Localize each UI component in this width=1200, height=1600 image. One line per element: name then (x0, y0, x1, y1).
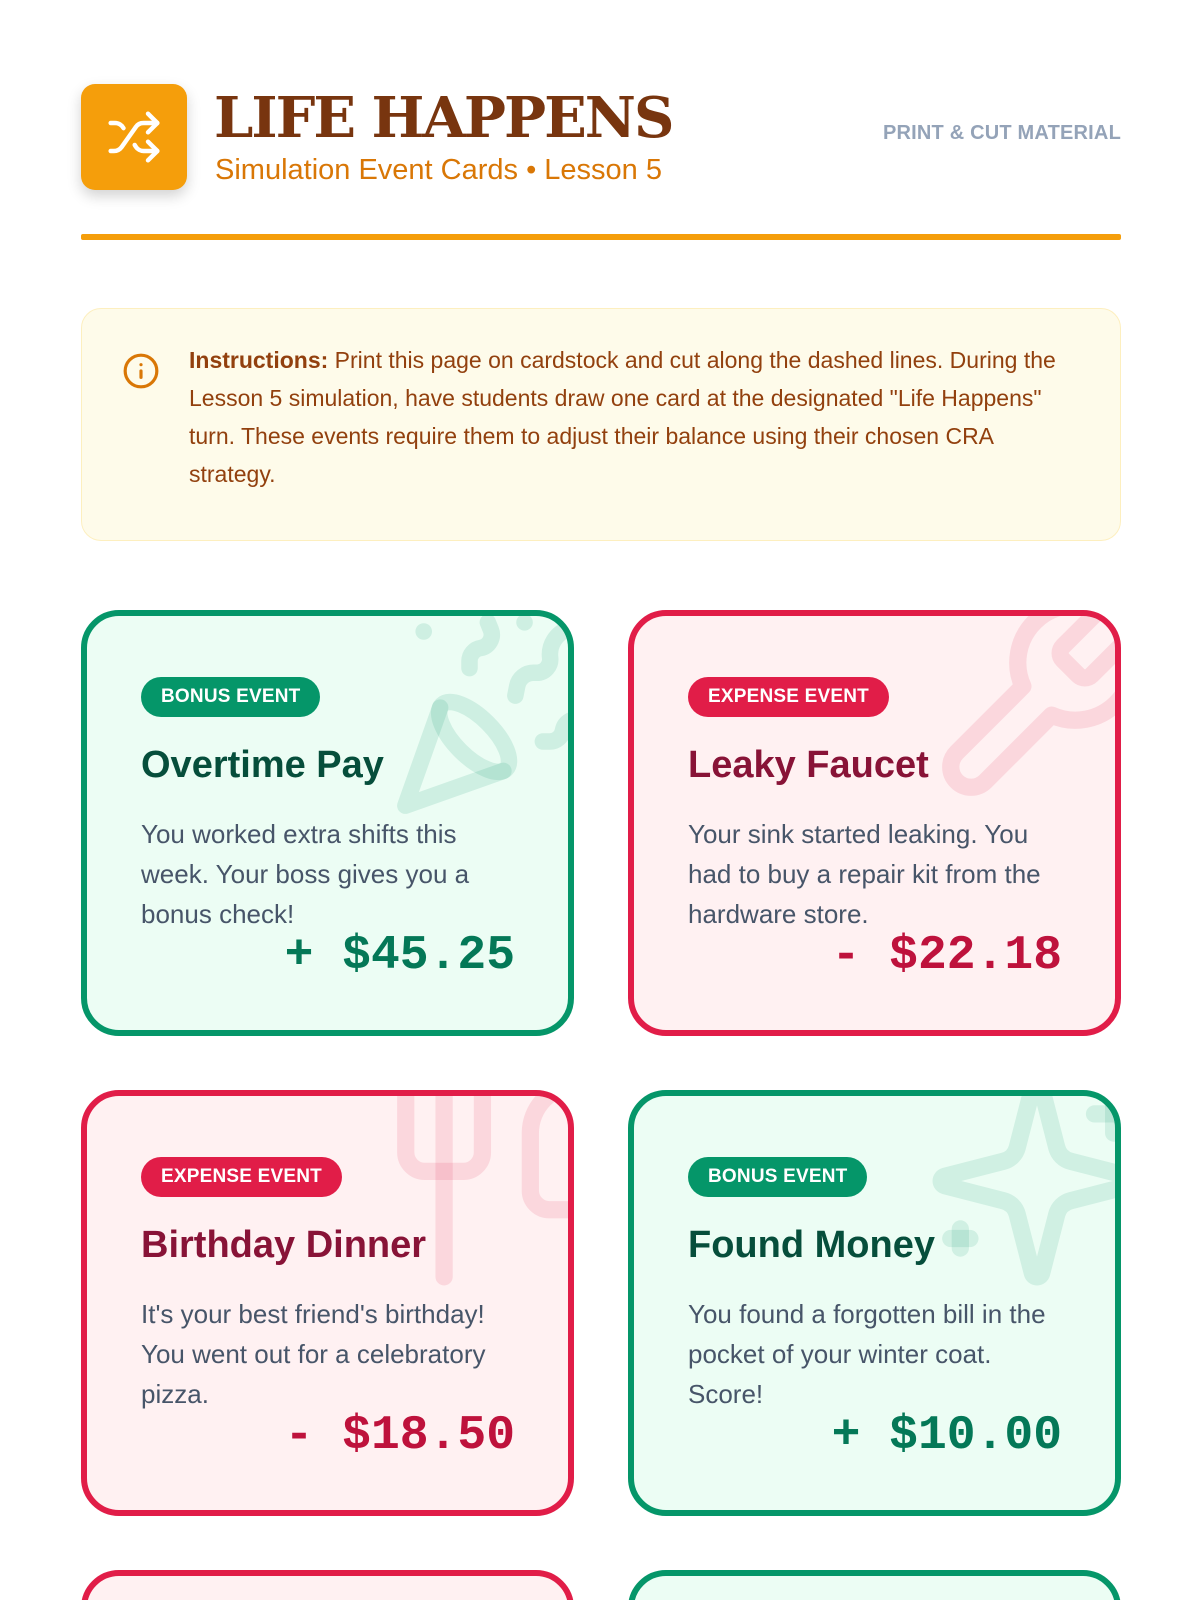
sparkles-icon (922, 1090, 1121, 1296)
event-card-overtime-pay (81, 610, 574, 1036)
event-card-found-money (628, 1090, 1121, 1516)
event-card-partial-left (81, 1570, 574, 1600)
card-amount: + $10.00 (831, 1409, 1062, 1463)
card-description: It's your best friend's birthday! You went out for a celebratory pizza. (141, 1299, 486, 1409)
card-description: You worked extra shifts this week. Your boss gives you a bonus check! (141, 819, 470, 929)
page-header (81, 84, 1121, 194)
instructions-body: Print this page on cardstock and cut along the dashed lines. During the Lesson 5 simulation, have students draw one card at the designated "Life Happens" turn. These events require them to adjust their balance using their chosen CRA strategy. (189, 347, 1056, 487)
card-title: Leaky Faucet (688, 744, 929, 786)
print-cut-tag: PRINT & CUT MATERIAL (882, 122, 1121, 144)
instructions-label: Instructions: (189, 347, 329, 373)
card-badge: BONUS EVENT (688, 1157, 867, 1197)
instructions-box (81, 308, 1121, 541)
card-amount: - $22.18 (831, 929, 1062, 983)
card-amount: + $45.25 (284, 929, 515, 983)
party-popper-icon (387, 610, 574, 824)
instructions-text (189, 341, 1069, 493)
card-badge: EXPENSE EVENT (688, 677, 889, 717)
card-title: Found Money (688, 1224, 935, 1266)
card-badge: BONUS EVENT (141, 677, 320, 717)
page-subtitle: Simulation Event Cards • Lesson 5 (215, 154, 662, 186)
card-description: You found a forgotten bill in the pocket of your winter coat. Score! (688, 1299, 1046, 1409)
card-description: Your sink started leaking. You had to buy a repair kit from the hardware store. (688, 819, 1041, 929)
card-title: Overtime Pay (141, 744, 384, 786)
event-card-birthday-dinner (81, 1090, 574, 1516)
shuffle-icon (81, 84, 187, 190)
wrench-icon (922, 610, 1121, 816)
event-card-leaky-faucet (628, 610, 1121, 1036)
info-icon (122, 352, 160, 390)
event-card-partial-right (628, 1570, 1121, 1600)
card-amount: - $18.50 (284, 1409, 515, 1463)
page-title: LIFE HAPPENS (214, 85, 673, 151)
card-badge: EXPENSE EVENT (141, 1157, 342, 1197)
header-divider (81, 234, 1121, 240)
card-title: Birthday Dinner (141, 1224, 427, 1266)
